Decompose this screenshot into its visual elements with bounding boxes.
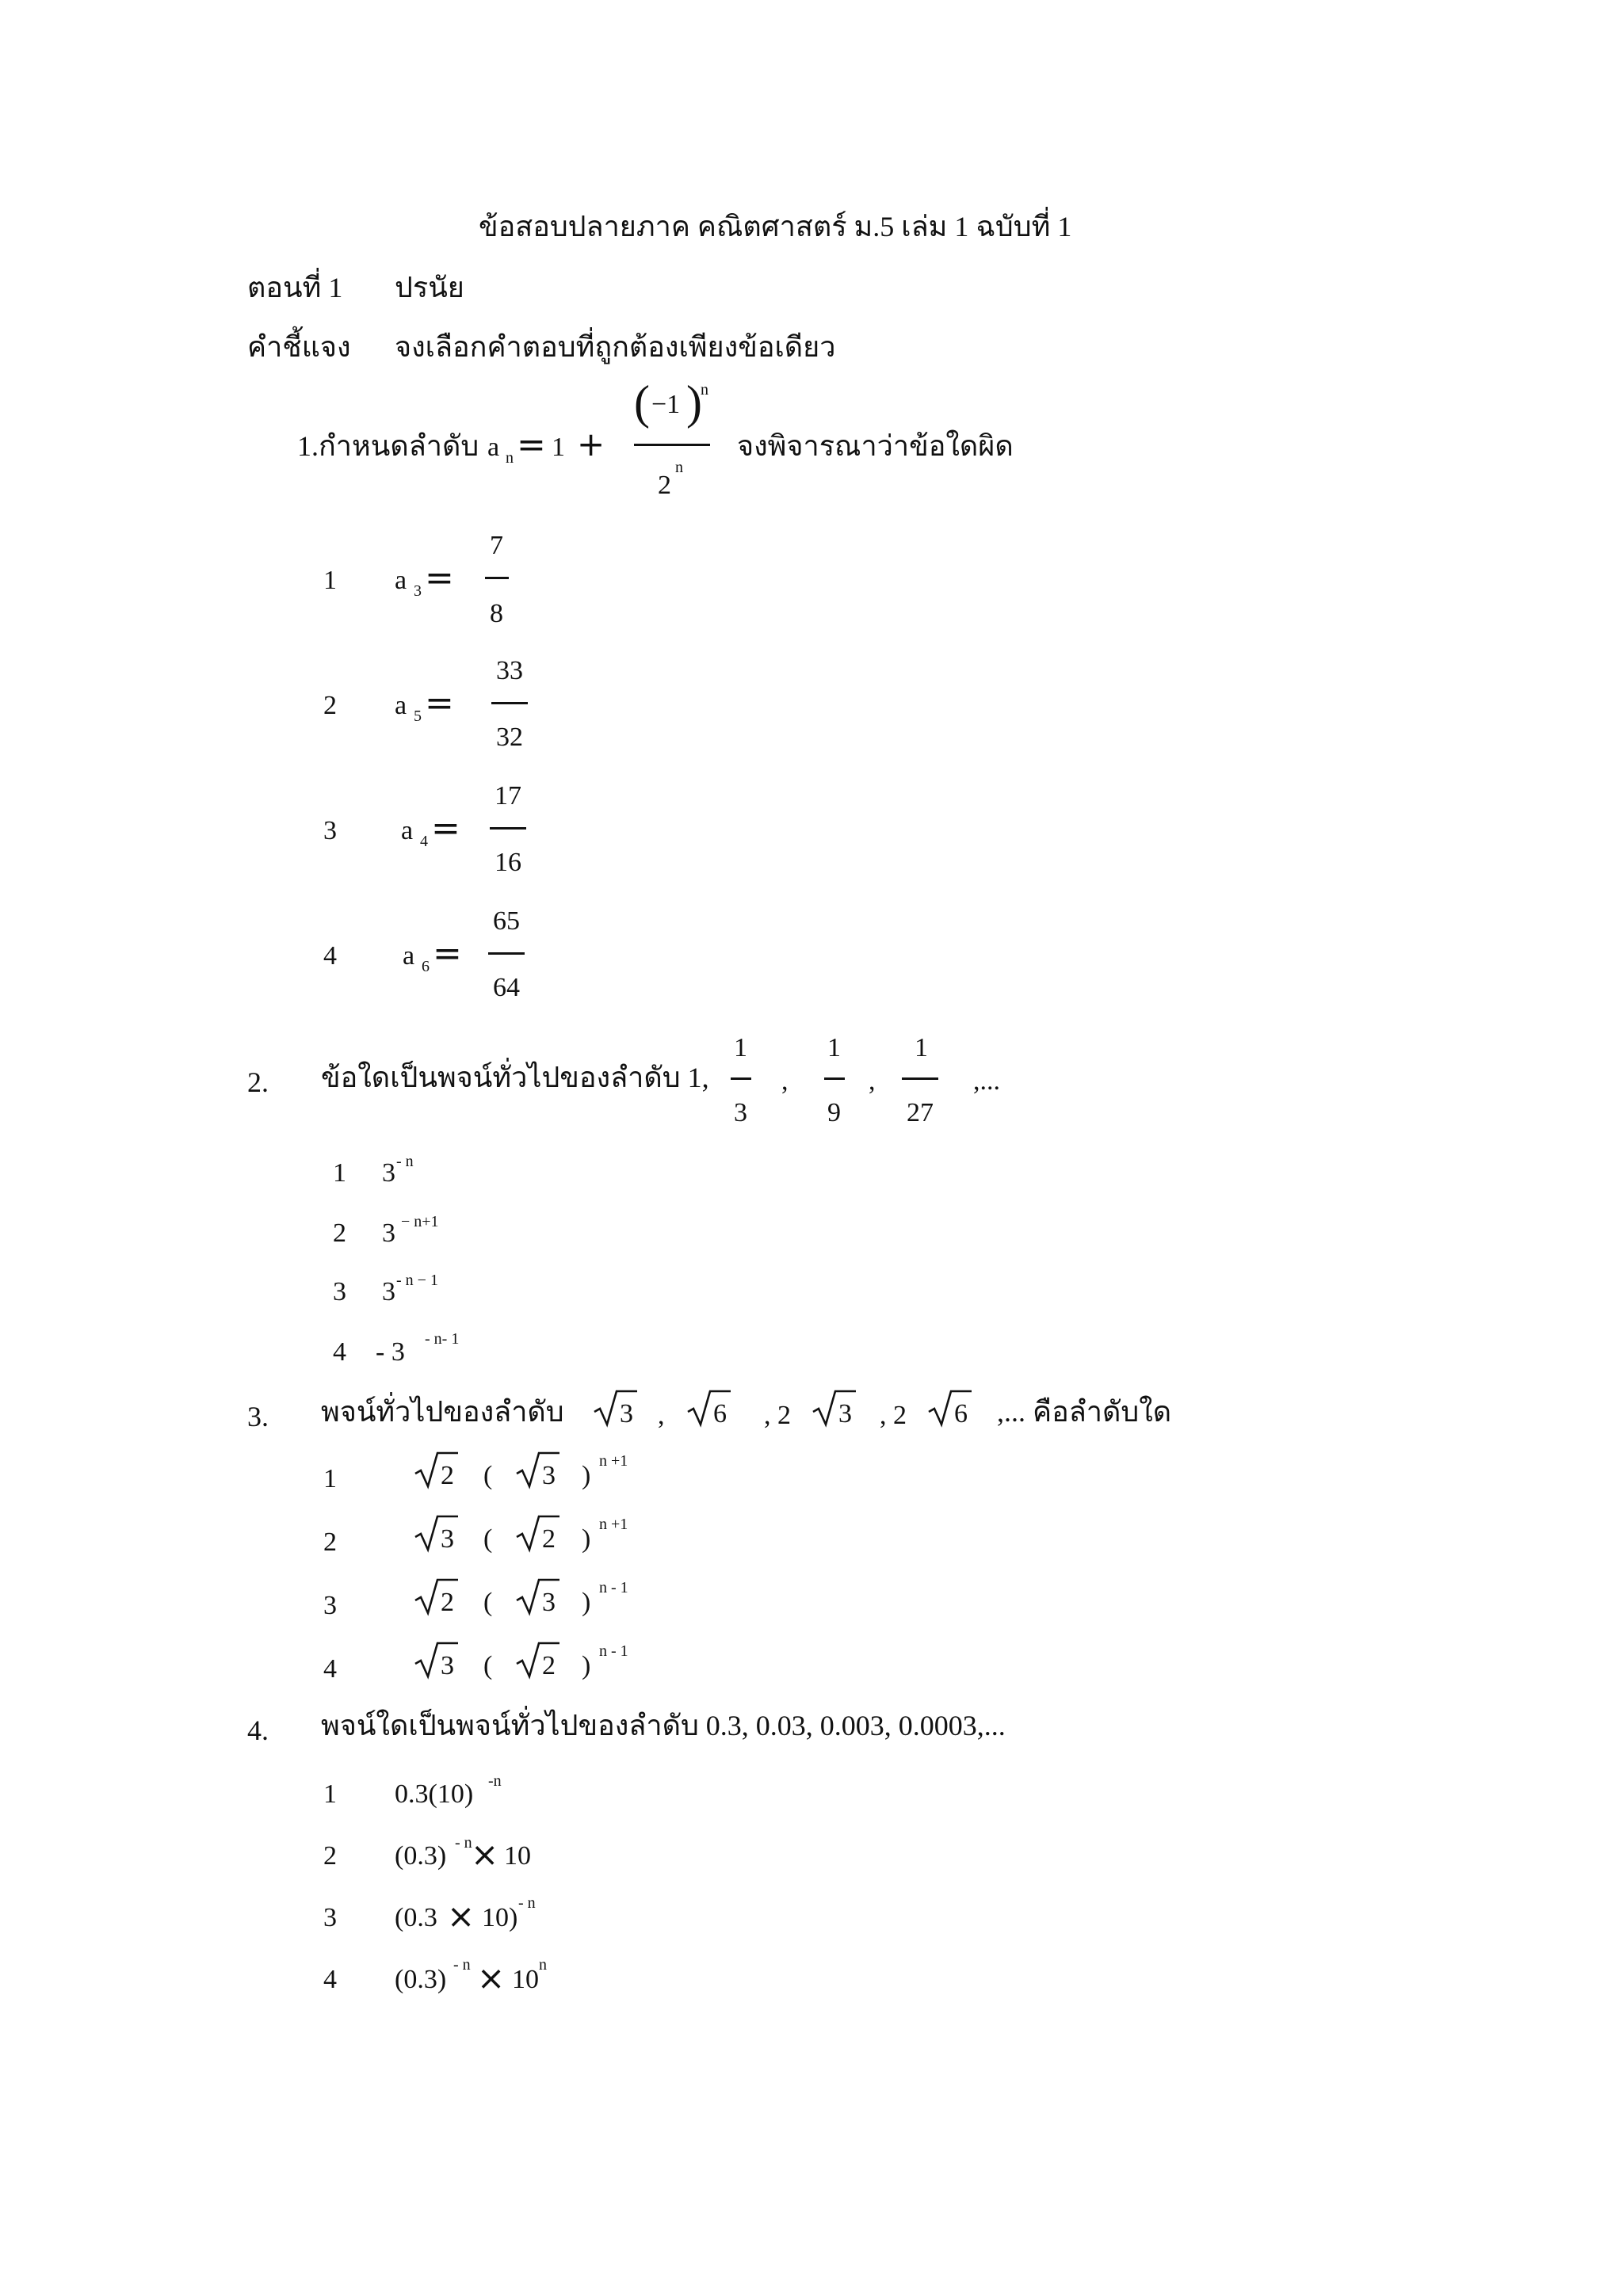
fraction-bar — [491, 702, 528, 704]
q2-comma-1: , — [781, 1066, 789, 1096]
choice-number: 2 — [323, 691, 337, 720]
choice-number: 4 — [323, 1654, 337, 1684]
choice-a: a — [401, 816, 414, 845]
q1-lead: 1.กำหนดลำดับ — [297, 430, 479, 462]
q2-frac2-den: 9 — [827, 1098, 841, 1127]
choice-num: 7 — [490, 531, 503, 560]
choice-base: 3 — [382, 1158, 395, 1188]
q3-seq-radicand: 3 — [620, 1399, 633, 1428]
choice-radicand-1: 2 — [441, 1588, 454, 1617]
choice-sub: 3 — [414, 582, 422, 600]
q3-seq-prefix: , — [658, 1401, 665, 1430]
q3-seq-prefix: , 2 — [880, 1401, 907, 1430]
choice-exp: -n — [488, 1772, 502, 1790]
choice-number: 4 — [323, 941, 337, 971]
q1-num-base: −1 — [651, 390, 681, 419]
part-type: ปรนัย — [395, 272, 464, 303]
q3-seq-radicand: 6 — [954, 1399, 968, 1428]
choice-number: 3 — [323, 816, 337, 845]
choice-den: 8 — [490, 599, 503, 628]
equals-sign: = — [433, 933, 462, 974]
q3-seq-radicand: 6 — [713, 1399, 727, 1428]
equals-sign: = — [431, 808, 460, 849]
choice-number: 4 — [323, 1965, 337, 1994]
choice-number: 4 — [333, 1337, 346, 1367]
choice-a: a — [395, 566, 407, 595]
q4-number: 4. — [247, 1714, 269, 1746]
choice-radicand-1: 3 — [441, 1524, 454, 1554]
left-paren: ( — [634, 376, 650, 429]
choice-den: 32 — [496, 723, 523, 752]
choice-radicand-1: 3 — [441, 1651, 454, 1680]
q3-text: พจน์ทั่วไปของลำดับ — [321, 1396, 564, 1428]
choice-number: 1 — [323, 1779, 337, 1809]
instruction-label: คำชี้แจง — [247, 331, 351, 363]
open-paren: ( — [483, 1588, 493, 1617]
choice-num: 65 — [493, 906, 520, 936]
choice-exp: - n- 1 — [425, 1330, 460, 1348]
choice-number: 2 — [333, 1219, 346, 1248]
open-paren: ( — [483, 1524, 493, 1554]
q1-tail: จงพิจารณาว่าข้อใดผิด — [737, 430, 1014, 462]
choice-radicand-2: 3 — [542, 1461, 556, 1490]
q3-tail: ,... คือลำดับใด — [997, 1396, 1172, 1428]
close-paren: ) — [582, 1461, 591, 1490]
choice-radicand-1: 2 — [441, 1461, 454, 1490]
q1-a: a — [487, 433, 500, 462]
choice-base: (0.3) — [395, 1841, 447, 1871]
choice-number: 1 — [333, 1158, 346, 1188]
equals-sign: = — [517, 425, 546, 465]
right-paren: ) — [686, 376, 702, 429]
choice-base: - 3 — [376, 1337, 405, 1367]
choice-radicand-2: 2 — [542, 1524, 556, 1554]
fraction-bar — [490, 827, 526, 830]
choice-radicand-2: 3 — [542, 1588, 556, 1617]
part-label: ตอนที่ 1 — [247, 272, 343, 303]
q3-seq-radicand: 3 — [838, 1399, 852, 1428]
choice-num: 33 — [496, 656, 523, 685]
q2-frac1-den: 3 — [734, 1098, 747, 1127]
page-title: ข้อสอบปลายภาค คณิตศาสตร์ ม.5 เล่ม 1 ฉบับที่ 1 — [479, 211, 1072, 242]
plus-sign: + — [577, 425, 605, 463]
choice-number: 2 — [323, 1841, 337, 1871]
choice-exp: - n — [396, 1153, 414, 1170]
q2-text: ข้อใดเป็นพจน์ทั่วไปของลำดับ 1, — [321, 1062, 709, 1093]
choice-base: 3 — [382, 1277, 395, 1306]
choice-num: 17 — [495, 781, 521, 810]
q1-sub-n: n — [506, 449, 514, 467]
choice-mid: 10) — [482, 1903, 518, 1932]
choice-number: 1 — [323, 1464, 337, 1493]
times-sign: × — [471, 1835, 499, 1874]
close-paren: ) — [582, 1524, 591, 1554]
choice-sub: 4 — [420, 833, 428, 850]
choice-base: (0.3 — [395, 1903, 437, 1932]
close-paren: ) — [582, 1651, 591, 1680]
choice-tail: 10 — [512, 1965, 539, 1994]
q1-num-exp: n — [701, 381, 708, 399]
choice-number: 3 — [333, 1277, 346, 1306]
choice-radicand-2: 2 — [542, 1651, 556, 1680]
choice-base: 3 — [382, 1219, 395, 1248]
choice-base: (0.3) — [395, 1965, 447, 1994]
q2-ellipsis: ,... — [973, 1066, 1000, 1096]
times-sign: × — [477, 1958, 506, 1997]
q2-number: 2. — [247, 1066, 269, 1098]
choice-a: a — [403, 941, 415, 971]
choice-exp: − n+1 — [401, 1213, 439, 1230]
choice-tail: 10 — [504, 1841, 531, 1871]
q1-one: 1 — [552, 433, 565, 462]
times-sign: × — [447, 1897, 475, 1936]
q2-frac3-den: 27 — [907, 1098, 934, 1127]
choice-sub: 5 — [414, 707, 422, 725]
fraction-bar — [634, 444, 710, 446]
choice-base: 0.3(10) — [395, 1779, 474, 1809]
fraction-bar — [485, 577, 509, 579]
choice-exp: - n — [518, 1894, 536, 1912]
equals-sign: = — [425, 683, 454, 723]
choice-exp: - n — [455, 1834, 472, 1852]
q1-den-base: 2 — [658, 471, 671, 500]
q2-frac2-num: 1 — [827, 1033, 841, 1062]
choice-exp: - n — [453, 1956, 471, 1974]
close-paren: ) — [582, 1588, 591, 1617]
fraction-bar — [902, 1077, 938, 1080]
q3-seq-prefix: , 2 — [764, 1401, 791, 1430]
q2-comma-2: , — [869, 1066, 876, 1096]
choice-number: 1 — [323, 566, 337, 595]
choice-number: 3 — [323, 1903, 337, 1932]
choice-exp-2: n — [539, 1956, 547, 1974]
open-paren: ( — [483, 1461, 493, 1490]
open-paren: ( — [483, 1651, 493, 1680]
q2-frac1-num: 1 — [734, 1033, 747, 1062]
choice-exp: n - 1 — [599, 1642, 628, 1660]
q4-text: พจน์ใดเป็นพจน์ทั่วไปของลำดับ 0.3, 0.03, 0.003, 0.0003,... — [321, 1710, 1006, 1741]
fraction-bar — [731, 1077, 751, 1080]
choice-exp: n +1 — [599, 1516, 628, 1533]
q3-number: 3. — [247, 1401, 269, 1432]
choice-exp: n +1 — [599, 1452, 628, 1470]
choice-exp: n - 1 — [599, 1579, 628, 1596]
q1-den-exp: n — [675, 459, 683, 476]
choice-exp: - n − 1 — [396, 1272, 438, 1289]
instruction-text: จงเลือกคำตอบที่ถูกต้องเพียงข้อเดียว — [395, 331, 836, 363]
q2-frac3-num: 1 — [915, 1033, 928, 1062]
choice-number: 2 — [323, 1527, 337, 1557]
choice-sub: 6 — [422, 958, 430, 975]
equals-sign: = — [425, 558, 454, 598]
choice-den: 16 — [495, 848, 521, 877]
fraction-bar — [488, 952, 525, 955]
choice-a: a — [395, 691, 407, 720]
choice-den: 64 — [493, 973, 520, 1002]
fraction-bar — [824, 1077, 845, 1080]
choice-number: 3 — [323, 1591, 337, 1620]
